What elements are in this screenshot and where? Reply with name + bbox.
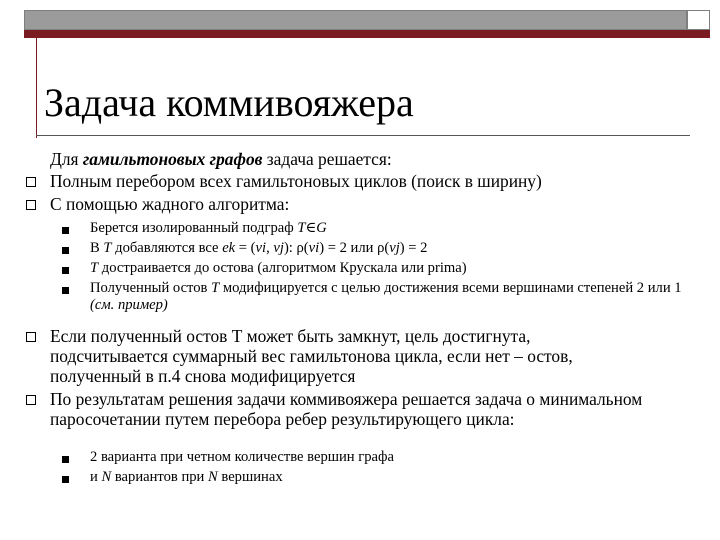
filled-square-bullet-icon: [62, 247, 69, 254]
matching-step-1: 2 варианта при четном количестве вершин графа: [90, 449, 394, 465]
text: N: [101, 469, 112, 485]
filled-square-bullet-icon: [62, 476, 69, 483]
text: T: [211, 280, 220, 296]
text: модифицируется с целью достижения всеми вершинами степеней 2 или 1: [219, 280, 682, 296]
square-bullet-icon: [26, 177, 36, 187]
text: и: [90, 469, 102, 485]
text: = (: [235, 240, 256, 256]
greedy-step-3: [90, 260, 700, 277]
text: достраивается до остова (алгоритмом Крускала или prima): [98, 260, 467, 276]
text: Полученный остов: [90, 280, 212, 296]
text: вариантов при: [111, 469, 209, 485]
title-underline: [36, 135, 690, 136]
text: В: [90, 240, 104, 256]
square-bullet-icon: [26, 395, 36, 405]
greedy-step-2: [90, 240, 700, 257]
header-red-bar: [24, 30, 710, 38]
text: N: [208, 469, 218, 485]
text: vi: [308, 240, 320, 256]
greedy-step-4: [90, 280, 700, 314]
method-exhaustive: Полным перебором всех гамильтоновых циклов (поиск в ширину): [50, 171, 542, 191]
intro-suffix: задача решается:: [262, 149, 392, 169]
text: ) = 2: [399, 240, 428, 256]
filled-square-bullet-icon: [62, 456, 69, 463]
text: ,: [266, 240, 274, 256]
text: T: [297, 220, 306, 236]
text: T: [103, 240, 112, 256]
matching-step-2: [90, 469, 700, 486]
text: вершинах: [217, 469, 283, 485]
intro-line: [50, 149, 700, 169]
filled-square-bullet-icon: [62, 227, 69, 234]
filled-square-bullet-icon: [62, 287, 69, 294]
text: ek: [222, 240, 236, 256]
intro-emphasis: гамильтоновых графов: [82, 149, 263, 169]
text: vj: [273, 240, 284, 256]
header-gray-bar: [24, 10, 687, 30]
closure-check: Если полученный остов Т может быть замкнут, цель достигнута, подсчитывается суммарный вес гамильтонова цикла, если нет – остов, полученный в п.4 снова модифицируется: [50, 326, 573, 386]
text: (см. пример): [90, 297, 168, 313]
header-corner-box: [687, 10, 710, 30]
text: vi: [255, 240, 267, 256]
intro-prefix: Для: [50, 149, 83, 169]
matching-problem: По результатам решения задачи коммивояжера решается задача о минимальном паросочетании путем перебора ребер результирующего цикла:: [50, 389, 643, 429]
filled-square-bullet-icon: [62, 267, 69, 274]
method-greedy: С помощью жадного алгоритма:: [50, 194, 290, 214]
text: добавляются все: [111, 240, 223, 256]
text: Берется изолированный подграф: [90, 220, 298, 236]
title-vertical-rule: [36, 38, 37, 138]
greedy-step-1: [90, 220, 700, 237]
square-bullet-icon: [26, 332, 36, 342]
text: ∈: [305, 220, 317, 236]
text: ) = 2 или ρ(: [319, 240, 390, 256]
slide-title: Задача коммивояжера: [44, 80, 414, 125]
text: G: [316, 220, 327, 236]
square-bullet-icon: [26, 200, 36, 210]
text: vj: [389, 240, 400, 256]
text: T: [90, 260, 99, 276]
text: ): ρ(: [283, 240, 309, 256]
